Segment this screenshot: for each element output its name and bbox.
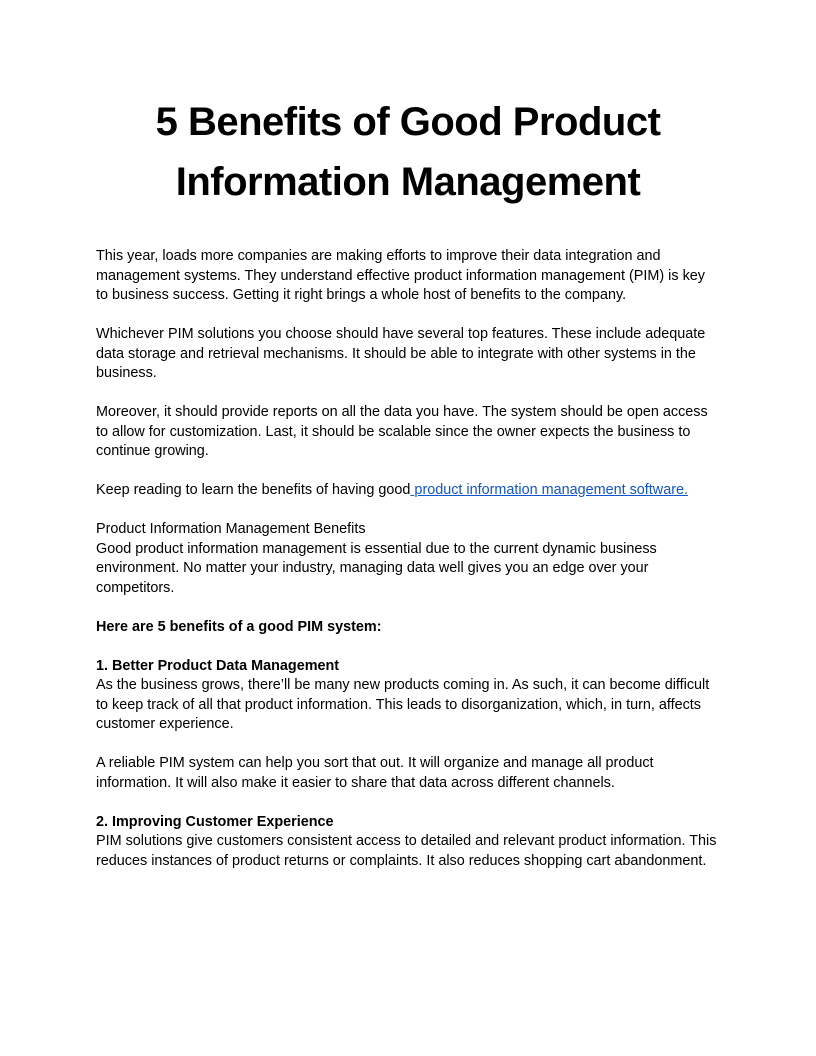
benefits-paragraph: Good product information management is essential due to the current dynamic business environment. No matter your industry, managing data well gives you an edge over your competitors. xyxy=(96,540,657,596)
intro-paragraph: This year, loads more companies are making efforts to improve their data integration and management systems. They understand effective product information management (PIM) is key to business success. Getting it right brings a whole host of benefits to the company. xyxy=(96,248,705,303)
features-paragraph: Whichever PIM solutions you choose should have several top features. These include adequate data storage and retrieval mechanisms. It should be able to integrate with other systems in the business. xyxy=(96,326,706,381)
section-2-heading-text: 2. Improving Customer Experience xyxy=(96,813,334,830)
keep-reading-text: Keep reading to learn the benefits of having good xyxy=(96,482,411,498)
title-line-2: Information Management xyxy=(175,160,641,204)
section-1-heading xyxy=(96,657,720,677)
section-1-paragraph-1: As the business grows, there’ll be many new products coming in. As such, it can become difficult to keep track of all that product information. This leads to disorganization, which, in turn, affects customer experience. xyxy=(96,677,710,732)
pim-software-link[interactable]: product information management software. xyxy=(410,482,688,498)
title-line-1: 5 Benefits of Good Product xyxy=(155,100,661,144)
document-body xyxy=(96,247,720,891)
keep-reading-paragraph xyxy=(96,481,720,501)
reports-paragraph: Moreover, it should provide reports on all the data you have. The system should be open access to allow for customization. Last, it should be scalable since the owner expects the business to continue growing. xyxy=(96,404,708,459)
list-intro xyxy=(96,618,720,638)
section-1-heading-text: 1. Better Product Data Management xyxy=(96,657,340,674)
section-2-paragraph-1: PIM solutions give customers consistent access to detailed and relevant product information. This reduces instances of product returns or complaints. It also reduces shopping cart abandonment. xyxy=(96,833,717,869)
section-2-heading xyxy=(96,813,720,833)
section-1-paragraph-2: A reliable PIM system can help you sort that out. It will organize and manage all product information. It will also make it easier to share that data across different channels. xyxy=(96,755,654,791)
page-title xyxy=(96,92,720,212)
list-intro-text: Here are 5 benefits of a good PIM system: xyxy=(96,618,382,635)
benefits-subheading: Product Information Management Benefits xyxy=(96,521,366,537)
